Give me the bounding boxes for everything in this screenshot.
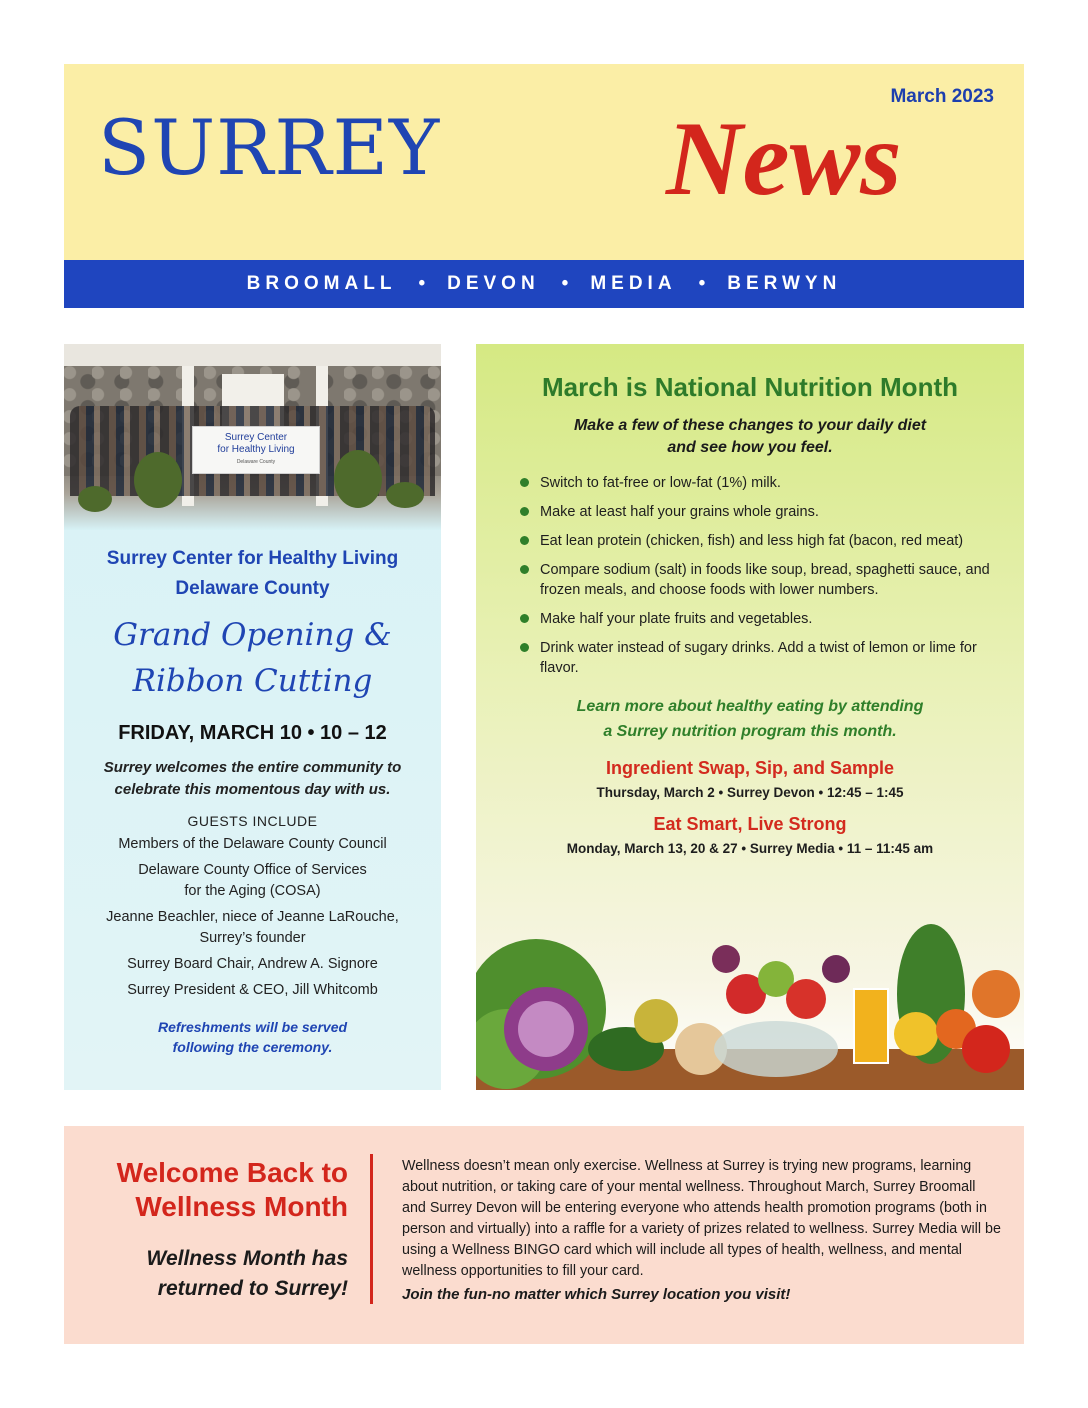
bullet-icon <box>520 614 529 623</box>
wellness-cta: Join the fun-no matter which Surrey location you visit! <box>402 1286 791 1303</box>
tip-text: Drink water instead of sugary drinks. Add a twist of lemon or lime for flavor. <box>540 640 977 676</box>
wellness-divider <box>370 1154 373 1304</box>
event-date: FRIDAY, MARCH 10 • 10 – 12 <box>118 722 387 744</box>
tip-item <box>520 502 994 522</box>
bullet-icon <box>520 478 529 487</box>
intro-line: Make a few of these changes to your daily diet <box>573 417 927 434</box>
wellness-subtitle <box>147 1244 348 1304</box>
guest-line: Members of the Delaware County Council <box>118 836 387 852</box>
newsletter-title-news: News <box>666 100 902 217</box>
group-photo <box>64 344 441 530</box>
guest-item <box>64 954 441 975</box>
tip-text: Compare sodium (salt) in foods like soup, bread, spaghetti sauce, and frozen meals, and choose foods with lower numbers. <box>540 562 990 598</box>
center-name-line: Surrey Center for Healthy Living <box>106 548 399 569</box>
event-title-eat-smart: Eat Smart, Live Strong <box>653 814 847 834</box>
red-cabbage-inner <box>518 1001 574 1057</box>
guest-item <box>64 980 441 1001</box>
intro-line: and see how you feel. <box>667 439 833 456</box>
wellness-title-line: Welcome Back to <box>116 1157 348 1188</box>
tip-item <box>520 609 994 629</box>
event-info-swap: Thursday, March 2 • Surrey Devon • 12:45 – 1:45 <box>596 785 904 800</box>
photo-banner <box>192 426 320 474</box>
photo-roof <box>64 344 441 366</box>
learn-line: Learn more about healthy eating by attending <box>576 698 924 715</box>
wellness-sub-line: Wellness Month has <box>146 1247 348 1270</box>
tip-item <box>520 473 994 493</box>
wellness-title <box>117 1156 348 1224</box>
tip-text: Switch to fat-free or low-fat (1%) milk. <box>540 475 781 491</box>
location-devon: DEVON <box>447 273 540 294</box>
tip-text: Eat lean protein (chicken, fish) and less high fat (bacon, red meat) <box>540 533 964 549</box>
location-berwyn: BERWYN <box>727 273 842 294</box>
banner-line: for Healthy Living <box>217 444 295 455</box>
event-info-eat-smart: Monday, March 13, 20 & 27 • Surrey Media • 11 – 11:45 am <box>566 841 934 856</box>
fruit-orange <box>972 970 1020 1018</box>
refreshments-note <box>64 1017 441 1057</box>
guest-item <box>64 860 441 902</box>
learn-line: a Surrey nutrition program this month. <box>603 723 897 740</box>
event-heading-line: Grand Opening & <box>113 617 392 653</box>
separator-dot: • <box>418 273 426 294</box>
nutrition-tips-list <box>476 473 1024 678</box>
grapes <box>822 955 850 983</box>
apple <box>786 979 826 1019</box>
guest-line: for the Aging (COSA) <box>184 883 321 899</box>
nutrition-panel <box>476 344 1024 1090</box>
refreshments-line: Refreshments will be served <box>157 1019 348 1035</box>
event-title-swap: Ingredient Swap, Sip, and Sample <box>605 758 895 778</box>
photo-bush <box>78 486 112 512</box>
banner-sub: Delaware County <box>236 459 276 465</box>
bullet-icon <box>520 507 529 516</box>
juice-glass <box>854 989 888 1063</box>
guest-item <box>64 907 441 949</box>
locations-bar <box>64 260 1024 308</box>
glass-bowl <box>714 1021 838 1077</box>
learn-more-text <box>476 694 1024 744</box>
banner-line: Surrey Center <box>224 432 288 443</box>
location-media: MEDIA <box>590 273 677 294</box>
wellness-section <box>64 1126 1024 1344</box>
bullet-icon <box>520 643 529 652</box>
bullet-icon <box>520 536 529 545</box>
issue-date: March 2023 <box>890 86 994 107</box>
center-name <box>64 544 441 604</box>
photo-bush <box>134 452 182 508</box>
tip-item <box>520 560 994 600</box>
welcome-line: celebrate this momentous day with us. <box>114 781 391 798</box>
refreshments-line: following the ceremony. <box>172 1039 333 1055</box>
guests-heading: GUESTS INCLUDE <box>187 813 318 829</box>
location-broomall: BROOMALL <box>246 273 397 294</box>
tip-item <box>520 638 994 678</box>
welcome-line: Surrey welcomes the entire community to <box>103 759 402 776</box>
photo-bush <box>386 482 424 508</box>
guest-line: Jeanne Beachler, niece of Jeanne LaRouche, <box>106 909 399 925</box>
tip-text: Make half your plate fruits and vegetables. <box>540 611 813 627</box>
wellness-sub-line: returned to Surrey! <box>157 1277 348 1300</box>
guest-line: Delaware County Office of Services <box>138 862 367 878</box>
wellness-body <box>402 1156 1002 1305</box>
pear <box>634 999 678 1043</box>
guest-line: Surrey President & CEO, Jill Whitcomb <box>127 982 378 998</box>
wellness-body-text: Wellness doesn’t mean only exercise. Wellness at Surrey is trying new programs, learning about nutrition, or taking care of your mental wellness. Throughout March, Surrey Broomall and Surrey Devon will be entering everyone who attends health promotion programs (both in person and virtually) into a raffle for a variety of prizes related to wellness. Surrey Media will be using a Wellness BINGO card which will include all types of health, wellness, and mental wellness opportunities to fill your card. <box>402 1158 1001 1279</box>
newsletter-title-surrey: surrey <box>98 75 441 200</box>
guest-line: Surrey Board Chair, Andrew A. Signore <box>127 956 378 972</box>
photo-bush <box>334 450 382 508</box>
event-heading-line: Ribbon Cutting <box>132 663 373 699</box>
masthead <box>64 64 1024 260</box>
center-county-line: Delaware County <box>175 578 330 599</box>
tomato <box>962 1025 1010 1073</box>
nutrition-title: March is National Nutrition Month <box>542 372 958 402</box>
separator-dot: • <box>561 273 569 294</box>
produce-illustration <box>476 899 1024 1090</box>
wellness-title-line: Wellness Month <box>135 1191 348 1222</box>
pepper-yellow <box>894 1012 938 1056</box>
bullet-icon <box>520 565 529 574</box>
tip-item <box>520 531 994 551</box>
guest-item <box>64 834 441 855</box>
welcome-text <box>64 757 441 801</box>
grapes <box>712 945 740 973</box>
guest-line: Surrey’s founder <box>199 930 306 946</box>
separator-dot: • <box>698 273 706 294</box>
nutrition-intro <box>476 415 1024 459</box>
tip-text: Make at least half your grains whole grains. <box>540 504 819 520</box>
grand-opening-panel <box>64 344 441 1090</box>
event-heading <box>64 612 441 704</box>
